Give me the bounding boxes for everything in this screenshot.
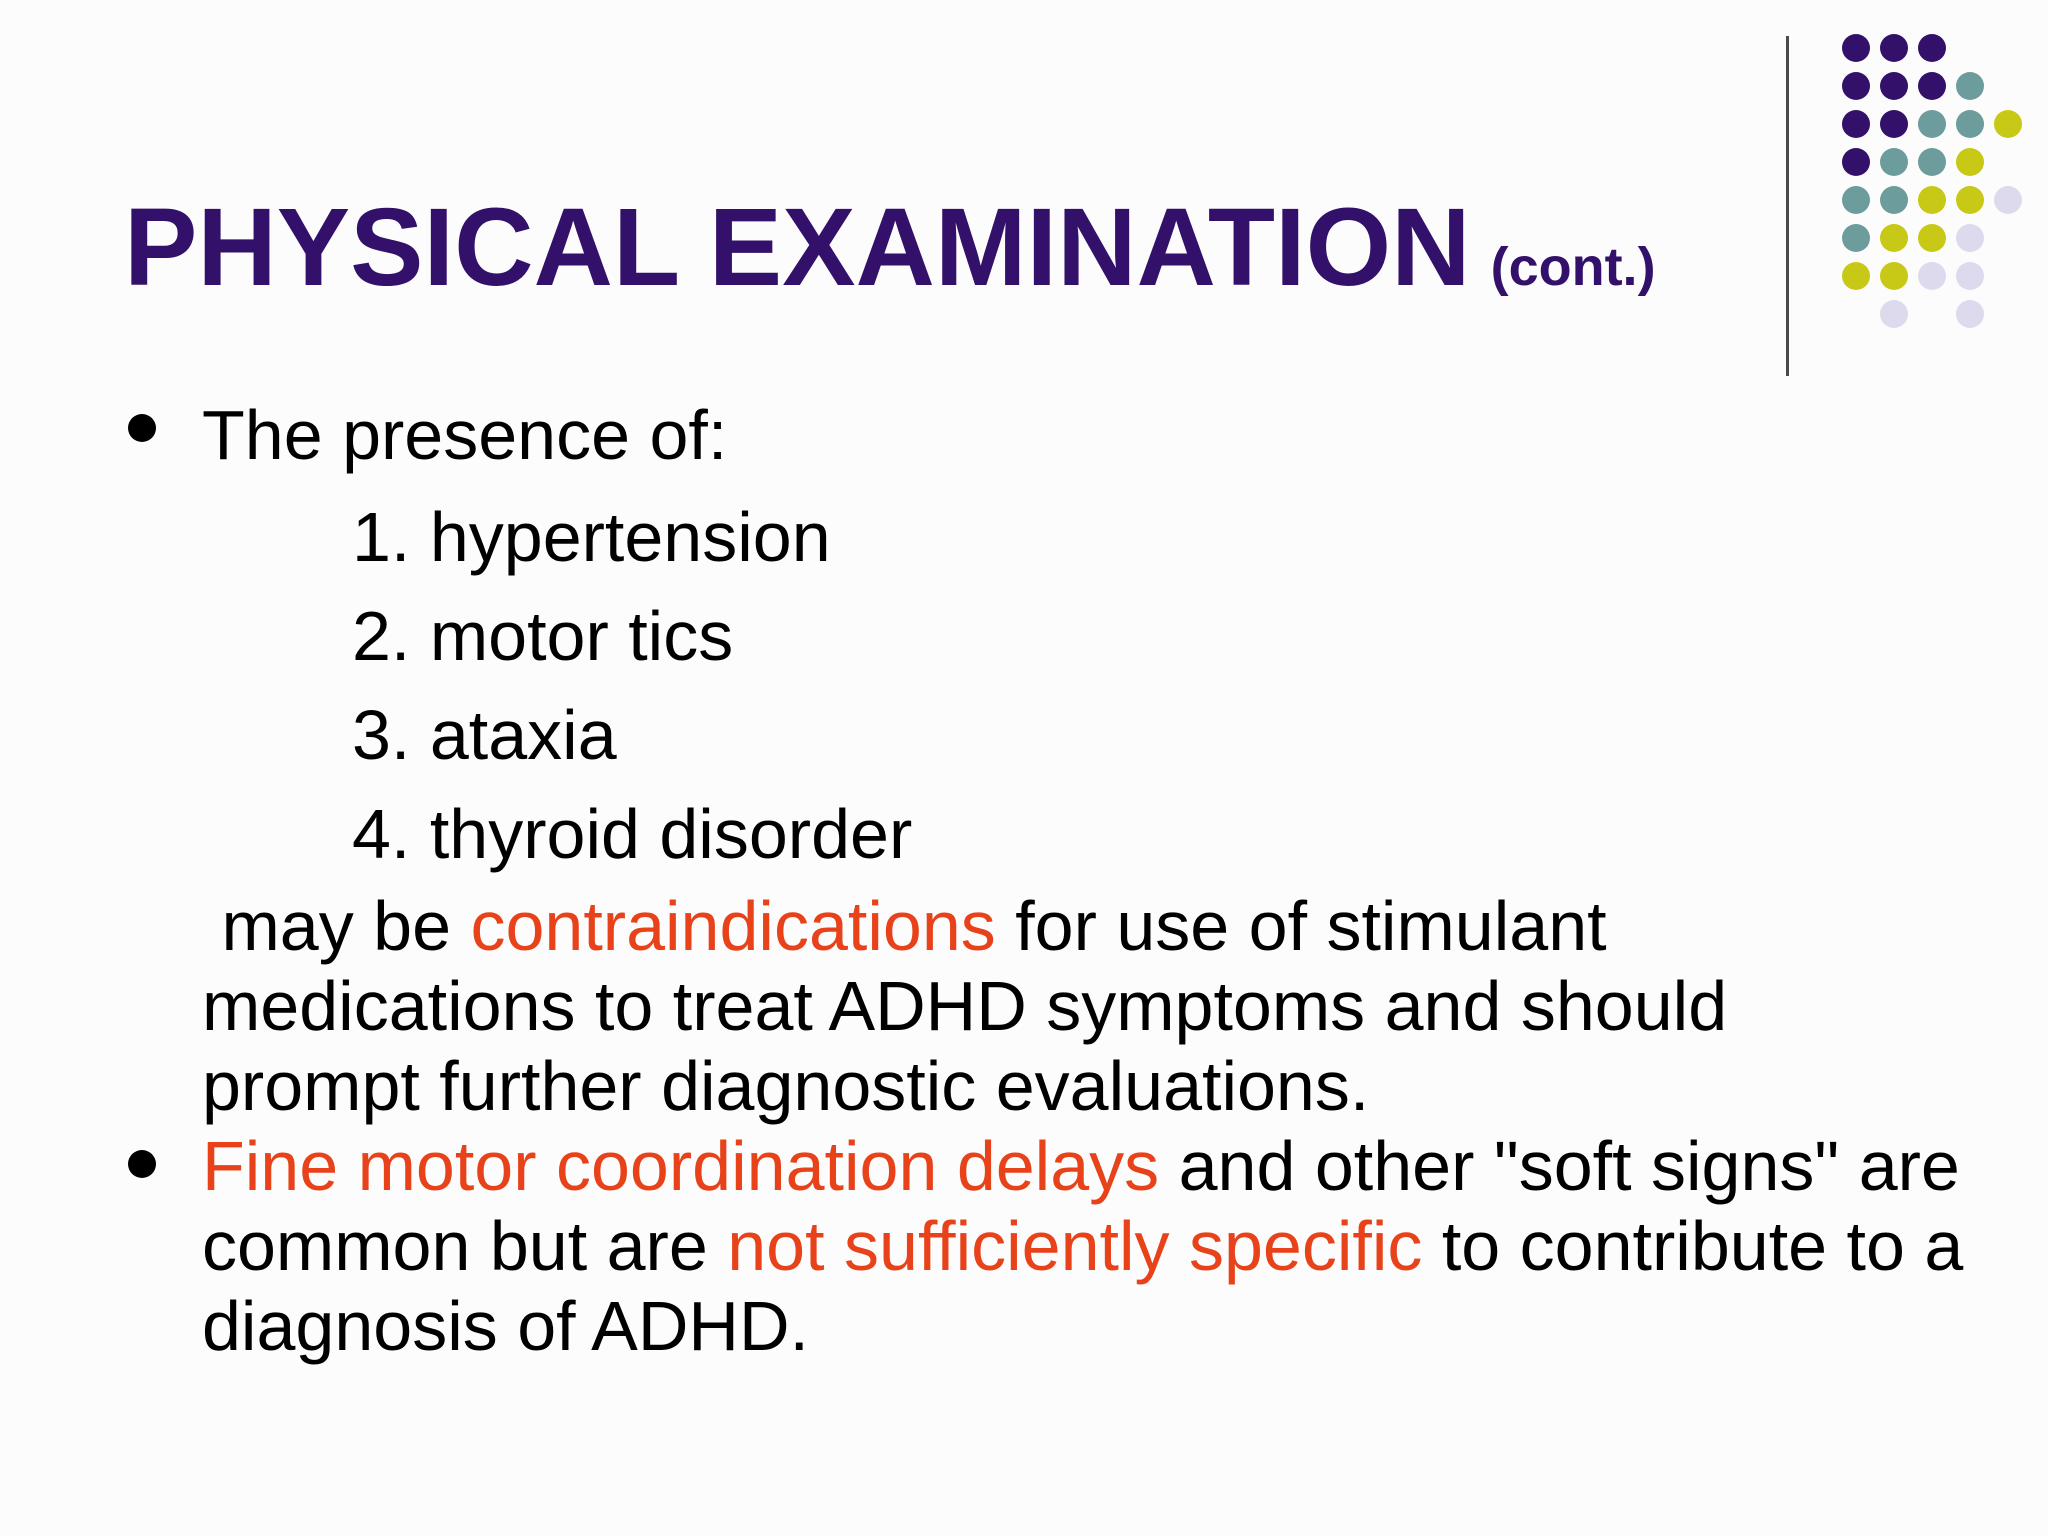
list-item: 1. hypertension: [352, 498, 831, 576]
decorative-dot-icon: [1842, 262, 1870, 290]
decorative-dot-icon: [1842, 148, 1870, 176]
bullet-item: [124, 1126, 1964, 1366]
slide-title: [124, 178, 1656, 337]
bullet-dot-icon: [128, 1150, 156, 1178]
tail-text-pre: may be: [202, 887, 471, 965]
decorative-dot-icon: [1880, 34, 1908, 62]
decorative-dot-icon: [1918, 34, 1946, 62]
decorative-dot-icon: [1994, 110, 2022, 138]
decorative-dot-icon: [1918, 72, 1946, 100]
decorative-dot-icon: [1918, 110, 1946, 138]
decorative-dot-icon: [1880, 262, 1908, 290]
decorative-dot-icon: [1956, 224, 1984, 252]
vertical-divider: [1786, 36, 1789, 376]
title-text: PHYSICAL EXAMINATION: [124, 186, 1471, 309]
tail-text-post: for use of stimulant medications to treat ADHD symptoms and should prompt further diagnostic evaluations.: [202, 887, 1728, 1125]
decorative-dot-icon: [1842, 110, 1870, 138]
decorative-dot-icon: [1956, 186, 1984, 214]
decorative-dot-icon: [1956, 262, 1984, 290]
bullet-intro: The presence of:: [202, 396, 728, 474]
decorative-dot-icon: [1880, 72, 1908, 100]
decorative-dot-icon: [1842, 34, 1870, 62]
decorative-dot-icon: [1880, 110, 1908, 138]
decorative-dot-icon: [1918, 262, 1946, 290]
decorative-dot-icon: [1842, 72, 1870, 100]
bullet-tail: [202, 886, 1964, 1126]
decorative-dot-icon: [1842, 186, 1870, 214]
tail-highlight: contraindications: [470, 887, 996, 965]
decorative-dot-icon: [1956, 300, 1984, 328]
decorative-dot-icon: [1956, 72, 1984, 100]
title-suffix: (cont.): [1490, 237, 1656, 297]
list-item: 3. ataxia: [352, 696, 617, 774]
list-item: 4. thyroid disorder: [352, 795, 913, 873]
decorative-dot-icon: [1842, 224, 1870, 252]
decorative-dot-icon: [1880, 148, 1908, 176]
decorative-dot-icon: [1956, 110, 1984, 138]
decorative-dot-icon: [1880, 186, 1908, 214]
decorative-dot-icon: [1918, 224, 1946, 252]
highlight-phrase: Fine motor coordination delays: [202, 1127, 1160, 1205]
bullet-item: [124, 390, 1964, 1126]
decorative-dot-icon: [1880, 300, 1908, 328]
decorative-dot-icon: [1918, 148, 1946, 176]
highlight-phrase: not sufficiently specific: [727, 1207, 1423, 1285]
decorative-dot-icon: [1956, 148, 1984, 176]
decorative-dot-icon: [1918, 186, 1946, 214]
bullet-text: to contribute to a diagnosis of ADHD.: [202, 1207, 1964, 1365]
bullet-dot-icon: [128, 414, 156, 442]
bullet-text: and other "soft signs" are common but are: [202, 1127, 1960, 1285]
list-item: 2. motor tics: [352, 597, 734, 675]
decorative-dot-icon: [1994, 186, 2022, 214]
bullet-list: [124, 390, 1964, 1366]
decorative-dot-icon: [1880, 224, 1908, 252]
